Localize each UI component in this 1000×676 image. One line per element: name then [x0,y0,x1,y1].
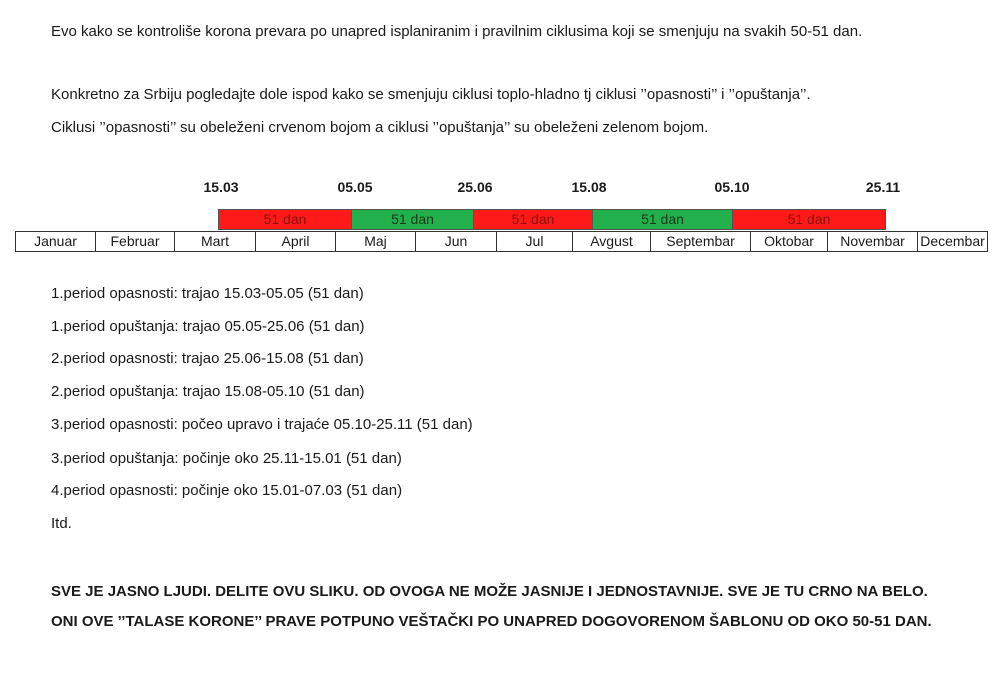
list-item: 3.period opasnosti: počeo upravo i trajaće 05.10-25.11 (51 dan) [51,416,473,433]
month-cell: Mart [175,232,256,251]
outro-line-1: SVE JE JASNO LJUDI. DELITE OVU SLIKU. OD OVOGA NE MOŽE JASNIJE I JEDNOSTAVNIJE. SVE JE TU CRNO NA BELO. [51,583,928,600]
list-item: 1.period opuštanja: trajao 05.05-25.06 (51 dan) [51,318,365,335]
date-label: 05.05 [337,179,373,195]
list-item: 2.period opasnosti: trajao 25.06-15.08 (51 dan) [51,350,364,367]
month-cell: Februar [96,232,175,251]
date-label: 15.03 [203,179,239,195]
month-cell: Avgust [573,232,651,251]
date-label: 15.08 [571,179,607,195]
list-item: 2.period opuštanja: trajao 15.08-05.10 (51 dan) [51,383,365,400]
period-bar-danger: 51 dan [218,209,352,230]
intro-line-3: Ciklusi ’’opasnosti’’ su obeleženi crvenom bojom a ciklusi ’’opuštanja’’ su obeleženi zelenom bojom. [51,119,709,136]
period-bar-danger: 51 dan [473,209,593,230]
month-cell: Jul [497,232,573,251]
list-item: 4.period opasnosti: počinje oko 15.01-07.03 (51 dan) [51,482,403,499]
intro-line-1: Evo kako se kontroliše korona prevara po unapred isplaniranim i pravilnim ciklusima koji se smenjuju na svakih 50-51 dan. [51,23,863,40]
month-cell: Jun [416,232,497,251]
month-cell: Januar [16,232,96,251]
month-cell: April [256,232,336,251]
list-item: 3.period opuštanja: počinje oko 25.11-15.01 (51 dan) [51,450,402,467]
period-bar-relax: 51 dan [351,209,474,230]
month-cell: Decembar [920,233,985,249]
list-item: 1.period opasnosti: trajao 15.03-05.05 (51 dan) [51,285,364,302]
date-label: 05.10 [714,179,750,195]
period-bar-relax: 51 dan [592,209,733,230]
month-cell: Oktobar [751,232,828,251]
period-bar-danger: 51 dan [732,209,886,230]
intro-line-2: Konkretno za Srbiju pogledajte dole ispod kako se smenjuju ciklusi toplo-hladno tj ciklusi ’’opasnosti’’ i ’’opuštanja’’. [51,86,811,103]
month-cell: Septembar [651,232,751,251]
outro-line-2: ONI OVE ’’TALASE KORONE’’ PRAVE POTPUNO VEŠTAČKI PO UNAPRED DOGOVORENOM ŠABLONU OD OKO 50-51 DAN. [51,613,932,630]
date-label: 25.11 [865,179,901,195]
month-row [15,231,988,252]
list-item: Itd. [51,515,72,532]
month-cell: Maj [336,232,416,251]
date-label: 25.06 [457,179,493,195]
month-cell: Novembar [828,232,918,251]
